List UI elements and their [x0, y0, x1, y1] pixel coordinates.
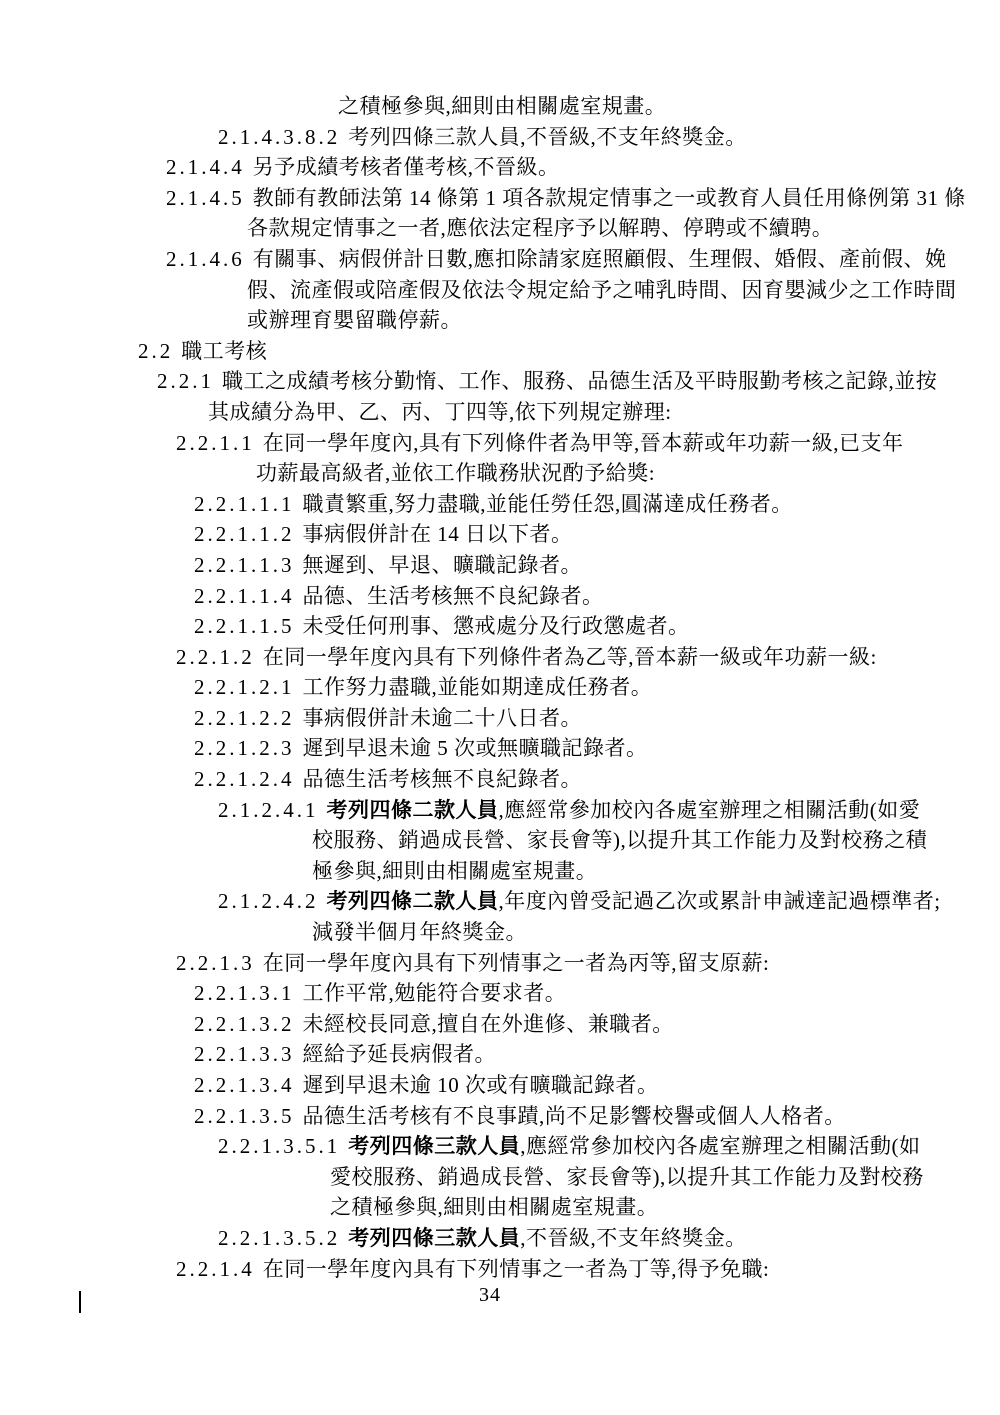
text-run: 在同一學年度內具有下列情事之一者為丙等,留支原薪:	[262, 950, 770, 975]
clause-2.2.1.3	[0, 948, 1000, 979]
clause-2.2	[0, 336, 1000, 367]
clause-2.2.1.3.5.2	[0, 1223, 1000, 1254]
clause-2.2.1.3.1	[0, 978, 1000, 1009]
clause-2.2.1.1-cont1	[0, 458, 1000, 489]
text-run: 未經校長同意,擅自在外進修、兼職者。	[302, 1011, 674, 1036]
clause-number: 2.1.4.6	[166, 246, 245, 271]
clause-number: 2.1.4.4	[166, 155, 245, 180]
clause-number: 2.2.1	[157, 369, 214, 394]
text-run: 之積極參與,細則由相關處室規畫。	[338, 94, 667, 118]
clause-number: 2.2.1.3.5.1	[218, 1134, 341, 1159]
clause-2.1.2.4.1-cont1	[0, 825, 1000, 856]
clause-2.1.2.4.2	[0, 886, 1000, 917]
text-run: 其成績分為甲、乙、丙、丁四等,依下列規定辦理:	[208, 399, 672, 424]
clause-2.2.1-cont1	[0, 397, 1000, 428]
clause-2.2.1.1.4	[0, 581, 1000, 612]
clause-2.1.4.3.8.2	[0, 122, 1000, 153]
text-run: ,年度內曾受記過乙次或累計申誡達記過標準者;	[498, 889, 941, 914]
clause-2.2.1.3.5	[0, 1101, 1000, 1132]
clause-2.2.1.2.3	[0, 733, 1000, 764]
text-run: 工作平常,勉能符合要求者。	[302, 981, 567, 1006]
text-run: 極參與,細則由相關處室規畫。	[312, 858, 598, 883]
text-run: 事病假併計在 14 日以下者。	[302, 522, 573, 547]
clause-2.2.1.2	[0, 642, 1000, 673]
clause-number: 2.2.1.2.4	[194, 767, 295, 792]
text-run: 功薪最高級者,並依工作職務狀況酌予給獎:	[256, 461, 656, 486]
clause-number: 2.2.1.1.2	[194, 522, 295, 547]
document-body	[0, 91, 1000, 1284]
text-run: 品德生活考核有不良事蹟,尚不足影響校譽或個人人格者。	[302, 1103, 846, 1128]
clause-number: 2.1.2.4.2	[218, 889, 319, 914]
text-run: 事病假併計未逾二十八日者。	[302, 705, 582, 730]
text-run: 教師有教師法第 14 條第 1 項各款規定情事之一或教育人員任用條例第 31 條	[252, 185, 966, 210]
text-run: 職工之成績考核分勤惰、工作、服務、品德生活及平時服勤考核之記錄,並按	[222, 369, 938, 394]
text-run: 之積極參與,細則由相關處室規畫。	[330, 1195, 659, 1220]
clause-number: 2.2.1.1.4	[194, 583, 295, 608]
clause-2.1.4.4	[0, 152, 1000, 183]
text-run: 工作努力盡職,並能如期達成任務者。	[302, 675, 653, 700]
clause-2.2.1.3.4	[0, 1070, 1000, 1101]
clause-2.2.1.1.3	[0, 550, 1000, 581]
clause-2.1.2.4.1-cont2	[0, 856, 1000, 887]
text-run: 無遲到、早退、曠職記錄者。	[302, 552, 582, 577]
clause-number: 2.2.1.3.4	[194, 1073, 295, 1097]
clause-2.1.2.4.1	[0, 795, 1000, 826]
clause-number: 2.2.1.1.1	[194, 491, 295, 516]
clause-2.2.1.3.2	[0, 1009, 1000, 1040]
clause-number: 2.2.1.3	[176, 950, 255, 975]
text-run: 另予成績考核者僅考核,不晉級。	[252, 155, 560, 180]
text-run: 減發半個月年終獎金。	[312, 920, 527, 945]
clause-2.2.1.3.5.1-cont1	[0, 1162, 1000, 1193]
clause-number: 2.2.1.2.2	[194, 705, 295, 730]
text-run: 品德、生活考核無不良紀錄者。	[302, 583, 604, 608]
bold-term: 考列四條三款人員	[348, 1134, 521, 1159]
text-run: 校服務、銷過成長營、家長會等),以提升其工作能力及對校務之積	[312, 828, 928, 853]
bold-term: 考列四條二款人員	[326, 889, 499, 914]
text-run: 品德生活考核無不良紀錄者。	[302, 767, 582, 792]
text-run: 假、流產假或陪產假及依法令規定給予之哺乳時間、因育嬰減少之工作時間	[247, 277, 957, 302]
text-run: ,不晉級,不支年終獎金。	[520, 1225, 747, 1250]
text-run: 各款規定情事之一者,應依法定程序予以解聘、停聘或不續聘。	[247, 216, 834, 241]
text-run: 在同一學年度內,具有下列條件者為甲等,晉本薪或年功薪一級,已支年	[262, 430, 904, 455]
text-run: 有關事、病假併計日數,應扣除請家庭照顧假、生理假、婚假、產前假、娩	[252, 246, 947, 271]
clause-number: 2.2.1.3.1	[194, 981, 295, 1006]
text-run: 未受任何刑事、懲戒處分及行政懲處者。	[302, 614, 690, 639]
clause-2.1.4.6-cont1	[0, 275, 1000, 306]
clause-2.1.4.5-cont1	[0, 213, 1000, 244]
clause-number: 2.2.1.3.5	[194, 1103, 295, 1128]
text-run: ,應經常參加校內各處室辦理之相關活動(如愛	[498, 797, 921, 822]
text-run: 或辦理育嬰留職停薪。	[247, 308, 462, 333]
text-run: 在同一學年度內具有下列條件者為乙等,晉本薪一級或年功薪一級:	[262, 644, 877, 669]
bold-term: 考列四條二款人員	[326, 797, 499, 822]
clause-2.2.1.3.5.1-cont2	[0, 1192, 1000, 1223]
text-run: 愛校服務、銷過成長營、家長會等),以提升其工作能力及對校務	[330, 1164, 924, 1189]
clause-number: 2.2.1.2.1	[194, 675, 295, 700]
clause-number: 2.2.1.2	[176, 644, 255, 669]
text-run: 考列四條三款人員,不晉級,不支年終獎金。	[348, 124, 747, 149]
text-run: 職責繁重,努力盡職,並能任勞任怨,圓滿達成任務者。	[302, 491, 793, 516]
clause-number: 2.1.4.3.8.2	[218, 124, 341, 149]
clause-continuation	[0, 91, 1000, 122]
bold-term: 考列四條三款人員	[348, 1225, 521, 1250]
clause-2.2.1.1	[0, 428, 1000, 459]
clause-number: 2.2.1.1.3	[194, 552, 295, 577]
clause-2.2.1.2.4	[0, 764, 1000, 795]
clause-2.2.1.3.3	[0, 1039, 1000, 1070]
clause-2.2.1.3.5.1	[0, 1131, 1000, 1162]
clause-number: 2.1.4.5	[166, 185, 245, 210]
clause-number: 2.2.1.3.5.2	[218, 1225, 341, 1250]
clause-number: 2.2.1.1.5	[194, 614, 295, 639]
clause-2.2.1.2.2	[0, 703, 1000, 734]
clause-number: 2.1.2.4.1	[218, 797, 319, 822]
clause-number: 2.2.1.1	[176, 430, 255, 455]
text-run: 職工考核	[181, 338, 268, 363]
text-run: 遲到早退未逾 10 次或有曠職記錄者。	[302, 1073, 659, 1097]
clause-2.1.4.6	[0, 244, 1000, 275]
clause-2.2.1.2.1	[0, 672, 1000, 703]
page-number: 34	[479, 1284, 501, 1306]
clause-2.1.4.5	[0, 183, 1000, 214]
clause-2.2.1.1.5	[0, 611, 1000, 642]
text-run: ,應經常參加校內各處室辦理之相關活動(如	[520, 1134, 921, 1159]
clause-number: 2.2.1.4	[176, 1256, 255, 1281]
text-run: 在同一學年度內具有下列情事之一者為丁等,得予免職:	[262, 1256, 770, 1281]
clause-2.2.1.4	[0, 1254, 1000, 1285]
text-run: 遲到早退未逾 5 次或無曠職記錄者。	[302, 736, 648, 761]
text-run: 經給予延長病假者。	[302, 1042, 496, 1067]
clause-2.1.2.4.2-cont1	[0, 917, 1000, 948]
clause-2.1.4.6-cont2	[0, 305, 1000, 336]
clause-2.2.1	[0, 366, 1000, 397]
clause-number: 2.2	[138, 338, 174, 363]
clause-2.2.1.1.2	[0, 519, 1000, 550]
clause-number: 2.2.1.3.2	[194, 1011, 295, 1036]
clause-number: 2.2.1.3.3	[194, 1042, 295, 1067]
clause-number: 2.2.1.2.3	[194, 736, 295, 761]
clause-2.2.1.1.1	[0, 489, 1000, 520]
